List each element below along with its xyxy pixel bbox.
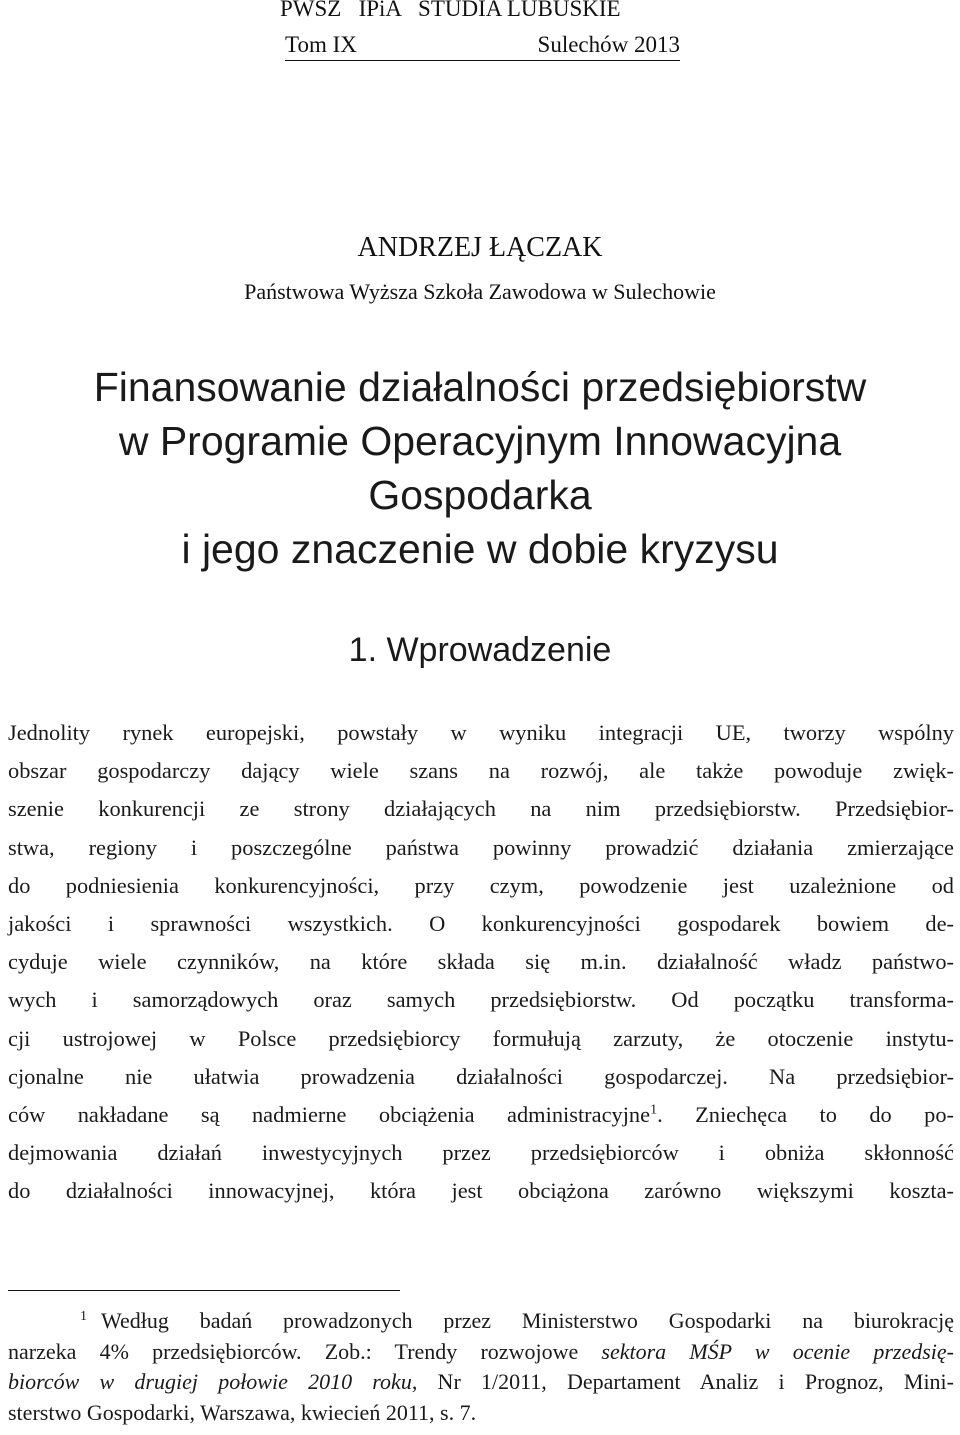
title-line: w Programie Operacyjnym Innowacyjna (118, 418, 842, 464)
footnote-italic-text: sektora MŚP w ocenie przedsię- (601, 1338, 954, 1364)
body-line: szenie konkurencji ze strony działających na nim przedsiębiorstw. Przedsiębior- (8, 796, 954, 822)
footnote-line (8, 1367, 954, 1398)
footnote-text: narzeka 4% przedsiębiorców. Zob.: Trendy rozwojowe (8, 1338, 602, 1364)
volume-number: Tom IX (285, 32, 357, 57)
body-paragraph (8, 714, 954, 1210)
title-line: Gospodarka (368, 472, 592, 518)
footnote-line (8, 1337, 954, 1368)
footnote-text: , Nr 1/2011, Departament Analiz i Prognoz, Mini- (411, 1369, 954, 1394)
footnote-line (8, 1306, 954, 1337)
footnote (8, 1306, 954, 1428)
body-line: do działalności innowacyjnej, która jest obciążona zarówno większymi koszta- (8, 1178, 954, 1204)
section-heading: 1. Wprowadzenie (348, 631, 612, 669)
body-line: jakości i sprawności wszystkich. O konkurencyjności gospodarek bowiem de- (8, 910, 954, 936)
body-line: stwa, regiony i poszczególne państwa powinny prowadzić działania zmierzające (8, 834, 954, 860)
body-line: cji ustrojowej w Polsce przedsiębiorcy formułują zarzuty, że otoczenie instytu- (8, 1025, 954, 1051)
body-line: obszar gospodarczy dający wiele szans na rozwój, ale także powoduje zwięk- (8, 758, 954, 784)
body-line: Jednolity rynek europejski, powstały w wyniku integracji UE, tworzy wspólny (8, 720, 954, 745)
body-text-segment: . Zniechęca to do po- (657, 1101, 954, 1127)
article-title (0, 360, 960, 576)
footnote-number: 1 (80, 1308, 87, 1324)
footnote-line: sterstwo Gospodarki, Warszawa, kwiecień 2011, s. 7. (8, 1399, 477, 1425)
body-line: wych i samorządowych oraz samych przedsiębiorstw. Od początku transforma- (8, 987, 954, 1013)
body-line: cyduje wiele czynników, na które składa się m.in. działalność władz państwo- (8, 949, 954, 975)
place-year: Sulechów 2013 (537, 32, 680, 57)
author-affiliation: Państwowa Wyższa Szkoła Zawodowa w Sulechowie (244, 279, 716, 304)
body-text-segment: ców nakładane są nadmierne obciążenia administracyjne (8, 1101, 651, 1127)
author-name: ANDRZEJ ŁĄCZAK (357, 232, 603, 263)
body-line-with-footnote-ref (8, 1096, 954, 1134)
footnote-italic-text: biorców w drugiej połowie 2010 roku (8, 1369, 412, 1394)
body-line: cjonalne nie ułatwia prowadzenia działalności gospodarczej. Na przedsiębior- (8, 1063, 954, 1089)
footnote-reference[interactable]: 1 (650, 1102, 658, 1118)
journal-volume-line (285, 30, 680, 61)
journal-name: PWSZ IPiA STUDIA LUBUSKIE (280, 0, 621, 21)
title-line: i jego znaczenie w dobie kryzysu (181, 526, 779, 572)
body-line: dejmowania działań inwestycyjnych przez przedsiębiorców i obniża skłonność (8, 1140, 954, 1166)
body-line: do podniesienia konkurencyjności, przy czym, powodzenie jest uzależnione od (8, 872, 954, 898)
title-line: Finansowanie działalności przedsiębiorstw (93, 364, 867, 410)
footnote-separator (8, 1290, 400, 1291)
footnote-text: Według badań prowadzonych przez Ministerstwo Gospodarki na biurokrację (101, 1308, 954, 1333)
